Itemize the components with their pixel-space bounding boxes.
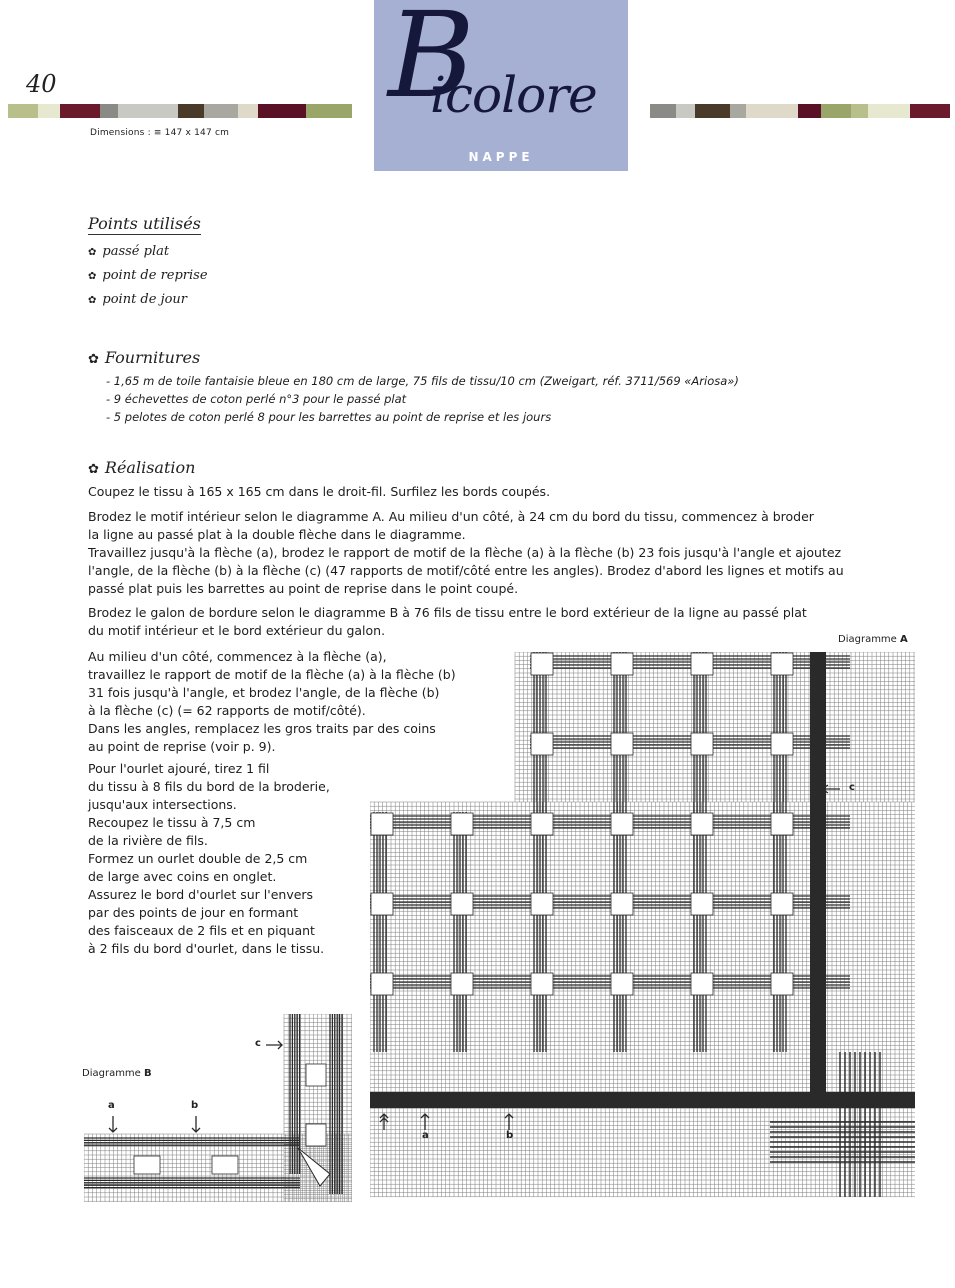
stripe-segment — [238, 104, 258, 118]
list-item: ✿ point de jour — [88, 292, 188, 307]
page-number: 40 — [26, 70, 57, 98]
open-square — [371, 973, 393, 995]
paragraph-galon: Brodez le galon de bordure selon le diagramme B à 76 fils de tissu entre le bord extérieur de la ligne au passé plat du motif intérieur et le bord extérieur du galon. — [88, 605, 807, 638]
diagram-a-arrow-c-label: c — [849, 782, 855, 793]
diagram-b-label: Diagramme B — [82, 1068, 152, 1079]
diagram-a-label: Diagramme A — [838, 634, 908, 645]
open-square — [691, 893, 713, 915]
stripe-segment — [204, 104, 238, 118]
open-square — [691, 733, 713, 755]
open-square — [611, 813, 633, 835]
list-item: - 1,65 m de toile fantaisie bleue en 180 cm de large, 75 fils de tissu/10 cm (Zweigart, réf. 3711/569 «Ariosa») — [106, 374, 739, 388]
open-square — [531, 733, 553, 755]
flower-icon: ✿ — [88, 352, 99, 367]
open-square — [691, 813, 713, 835]
flower-icon: ✿ — [88, 247, 97, 258]
stripe-segment — [868, 104, 910, 118]
open-square — [531, 973, 553, 995]
stripe-segment — [306, 104, 352, 118]
paragraph-cut: Coupez le tissu à 165 x 165 cm dans le droit-fil. Surfilez les bords coupés. — [88, 484, 551, 499]
stripe-segment — [650, 104, 676, 118]
open-square — [306, 1064, 326, 1086]
band-top — [84, 1138, 300, 1145]
flower-icon: ✿ — [88, 462, 99, 477]
open-square — [771, 893, 793, 915]
open-square — [531, 893, 553, 915]
arrow-a-icon — [421, 1114, 429, 1130]
points-list — [88, 242, 208, 314]
open-square — [611, 973, 633, 995]
open-square — [212, 1156, 238, 1174]
open-square — [451, 973, 473, 995]
open-square — [531, 813, 553, 835]
open-square — [306, 1124, 326, 1146]
open-square — [771, 653, 793, 675]
diagram-b-arrow-c-label: c — [255, 1038, 261, 1049]
diagram-a-arrow-a-label: a — [422, 1130, 429, 1141]
stripe-segment — [676, 104, 695, 118]
stripe-segment — [746, 104, 798, 118]
stripe-segment — [798, 104, 821, 118]
border-band-bottom — [370, 1092, 915, 1108]
stripe-segment — [258, 104, 306, 118]
stripe-segment — [851, 104, 868, 118]
arrow-b-icon — [192, 1116, 200, 1132]
title-initial: B — [388, 0, 475, 124]
decorative-stripe-right — [650, 104, 950, 118]
points-heading: Points utilisés — [88, 214, 201, 233]
open-square — [451, 813, 473, 835]
fournitures-list — [106, 372, 739, 426]
stripe-segment — [821, 104, 851, 118]
stripe-segment — [695, 104, 730, 118]
stripe-segment — [38, 104, 60, 118]
open-square — [371, 893, 393, 915]
grid-top — [515, 652, 915, 802]
title-word: icolore — [430, 66, 597, 124]
grid-main — [370, 802, 915, 1197]
diagram-b-arrow-a-label: a — [108, 1100, 115, 1111]
border-band-right — [810, 652, 826, 1108]
list-item: - 9 échevettes de coton perlé n°3 pour le passé plat — [106, 392, 407, 406]
open-square — [691, 973, 713, 995]
flower-icon: ✿ — [88, 295, 97, 306]
list-item: ✿ point de reprise — [88, 268, 208, 283]
open-square — [691, 653, 713, 675]
arrow-c-icon — [266, 1041, 282, 1049]
open-square — [134, 1156, 160, 1174]
dimensions: Dimensions : ≡ 147 x 147 cm — [90, 128, 230, 138]
open-square — [611, 733, 633, 755]
open-square — [611, 893, 633, 915]
diagram-a — [370, 652, 920, 1202]
corner-motif — [770, 1052, 915, 1197]
band-bottom — [84, 1178, 300, 1188]
open-square — [771, 733, 793, 755]
open-square — [371, 813, 393, 835]
stripe-segment — [118, 104, 178, 118]
fournitures-heading: ✿ Fournitures — [88, 348, 201, 367]
stripe-segment — [730, 104, 746, 118]
flower-icon: ✿ — [88, 271, 97, 282]
title-box — [374, 0, 628, 171]
stripe-segment — [8, 104, 38, 118]
stripe-segment — [100, 104, 118, 118]
open-square — [531, 653, 553, 675]
paragraph-motif: Brodez le motif intérieur selon le diagramme A. Au milieu d'un côté, à 24 cm du bord du tissu, commencez à broder la ligne au passé plat à la double flèche dans le diagramme. Travaillez jusqu'à la flèche (a), brodez le rapport de motif de la flèche (a) à la flèche (b) 23 fois jusqu'à l'angle et ajoutez l'angle, de la flèche (b) à la flèche (c) (47 rapports de motif/côté entre les angles). Brodez d'abord les lignes et motifs au passé plat puis les barrettes au point de reprise dans le point coupé. — [88, 509, 844, 596]
stripe-segment — [60, 104, 100, 118]
open-square — [611, 653, 633, 675]
subtitle: NAPPE — [468, 150, 534, 164]
stripe-segment — [178, 104, 204, 118]
open-square — [451, 893, 473, 915]
open-square — [771, 813, 793, 835]
arrow-a-icon — [109, 1116, 117, 1132]
diagram-b — [84, 1014, 356, 1204]
diagram-a-arrow-b-label: b — [506, 1130, 514, 1141]
list-item: - 5 pelotes de coton perlé 8 pour les barrettes au point de reprise et les jours — [106, 410, 552, 424]
decorative-stripe-left — [8, 104, 352, 118]
stripe-segment — [910, 104, 950, 118]
list-item: ✿ passé plat — [88, 244, 170, 259]
arrow-b-icon — [505, 1114, 513, 1130]
diagram-b-arrow-b-label: b — [191, 1100, 199, 1111]
paragraph-border: Au milieu d'un côté, commencez à la flèche (a), travaillez le rapport de motif de la flèche (a) à la flèche (b) 31 fois jusqu'à l'angle, et brodez l'angle, de la flèche (b) à la flèche (c) (= 62 rapports de motif/côté). Dans les angles, remplacez les gros traits par des coins au point de reprise (voir p. 9). — [88, 649, 456, 754]
realisation-heading: ✿ Réalisation — [88, 458, 196, 477]
open-square — [771, 973, 793, 995]
paragraph-hem: Pour l'ourlet ajouré, tirez 1 fil du tissu à 8 fils du bord de la broderie, jusqu'aux intersections. Recoupez le tissu à 7,5 cm de la rivière de fils. Formez un ourlet double de 2,5 cm de large avec coins en onglet. Assurez le bord d'ourlet sur l'envers par des points de jour en formant des faisceaux de 2 fils et en piquant à 2 fils du bord d'ourlet, dans le tissu. — [88, 761, 330, 956]
